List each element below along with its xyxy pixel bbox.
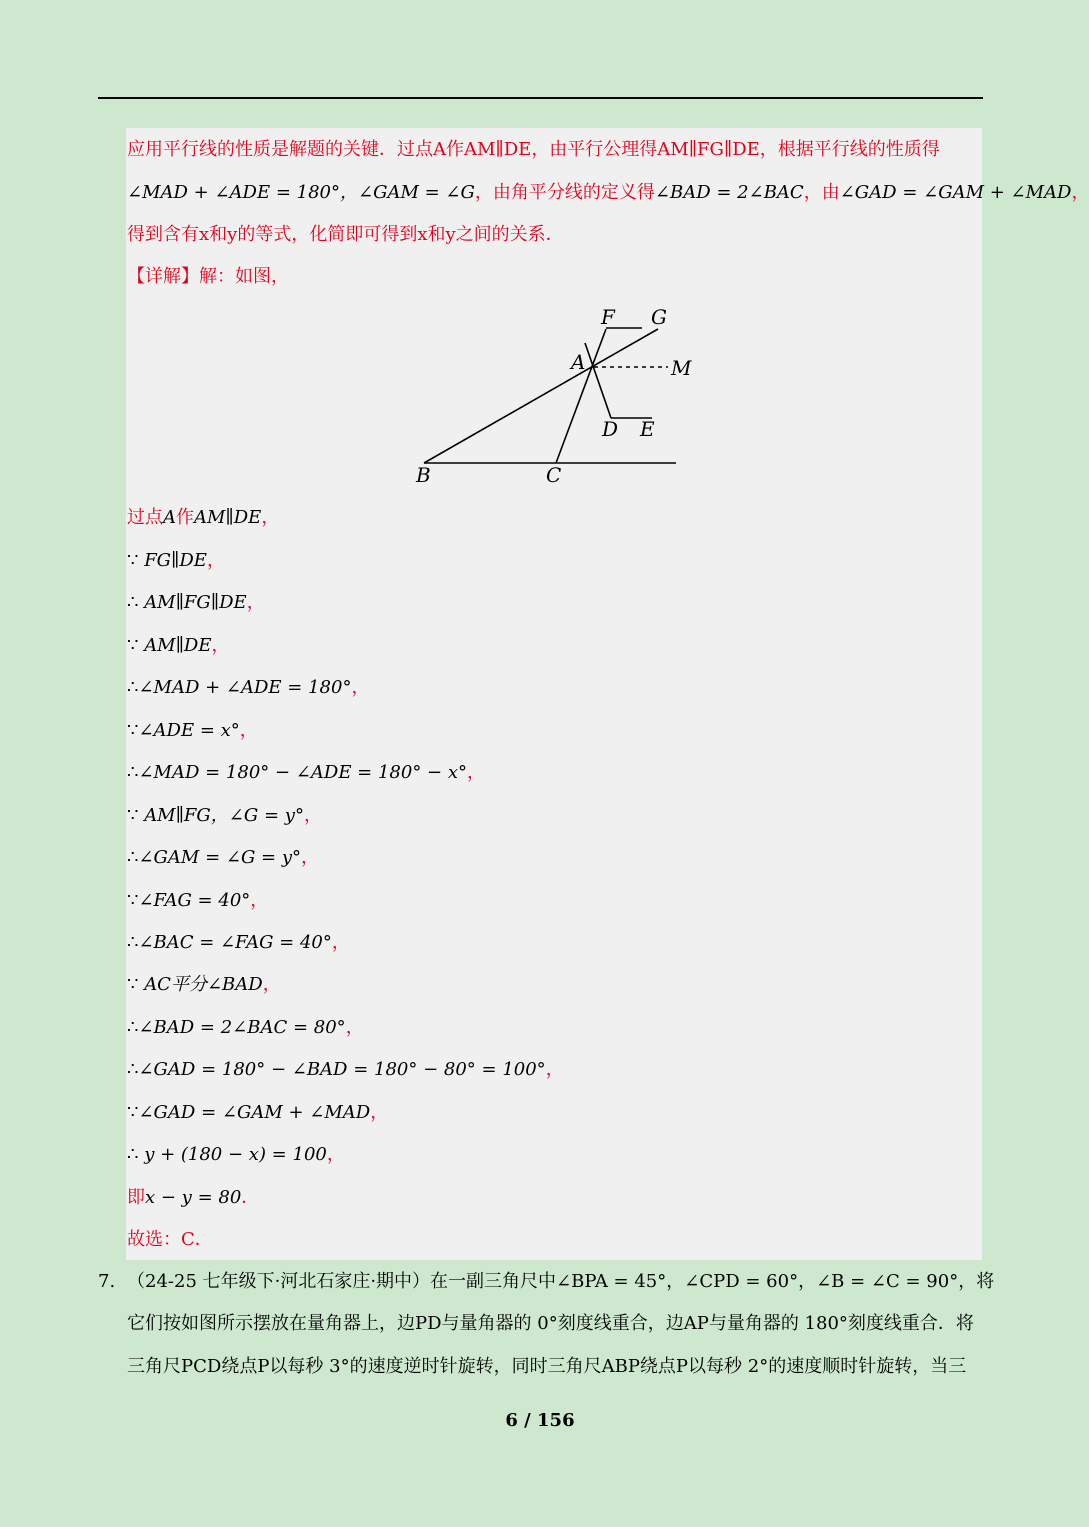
step-1-math: A xyxy=(163,507,176,528)
step-14 xyxy=(127,1058,564,1082)
step-11-suffix: ， xyxy=(331,932,350,953)
analysis-line-1: 应用平行线的性质是解题的关键．过点A作AM∥DE，由平行公理得AM∥FG∥DE，根据平行线的性质得 xyxy=(127,139,940,160)
step-6-math: ∠ADE = x° xyxy=(138,720,240,741)
step-13-suffix: ， xyxy=(345,1017,364,1038)
step-2-math: FG∥DE xyxy=(144,550,207,571)
step-2-prefix: ∵ xyxy=(127,550,145,571)
label-b: B xyxy=(416,463,431,487)
step-17 xyxy=(127,1186,259,1210)
analysis-text-1: ，由角平分线的定义得 xyxy=(474,182,655,203)
header-rule xyxy=(98,97,983,99)
step-15-suffix: ， xyxy=(370,1102,389,1123)
step-10-prefix: ∵ xyxy=(127,890,139,911)
step-14-suffix: ， xyxy=(545,1059,564,1080)
step-8-prefix: ∵ xyxy=(127,805,145,826)
step-1-mid: 作 xyxy=(176,507,194,528)
step-12 xyxy=(127,973,281,997)
step-10 xyxy=(127,889,268,913)
analysis-math-2: ∠BAD = 2∠BAC xyxy=(654,182,804,203)
detail-heading: 【详解】解：如图， xyxy=(127,266,289,287)
step-17-prefix: 即 xyxy=(127,1187,145,1208)
step-2 xyxy=(127,549,225,573)
step-1-suffix: ， xyxy=(261,507,280,528)
step-13 xyxy=(127,1016,364,1040)
problem-line-1: （24-25 七年级下·河北石家庄·期中）在一副三角尺中∠BPA = 45°，∠CPD = 60°，∠B = ∠C = 90°，将 xyxy=(127,1271,995,1292)
step-10-math: ∠FAG = 40° xyxy=(138,890,251,911)
step-5-math: ∠MAD + ∠ADE = 180° xyxy=(138,677,352,698)
label-c: C xyxy=(546,463,562,487)
step-13-prefix: ∴ xyxy=(127,1017,139,1038)
step-12-suffix: ， xyxy=(262,974,281,995)
analysis-text-3: ， xyxy=(1071,182,1089,203)
step-7-math: ∠MAD = 180° − ∠ADE = 180° − x° xyxy=(138,762,468,783)
label-e: E xyxy=(640,417,655,441)
step-16 xyxy=(127,1143,345,1167)
step-1-prefix: 过点 xyxy=(127,507,163,528)
step-1 xyxy=(127,506,279,530)
problem-number: 7. xyxy=(98,1271,116,1292)
step-16-prefix: ∴ xyxy=(127,1144,145,1165)
step-9 xyxy=(127,846,319,870)
step-3-math: AM∥FG∥DE xyxy=(144,592,247,613)
label-a: A xyxy=(571,350,586,374)
step-1-math-2: AM∥DE xyxy=(194,507,262,528)
analysis-math-3: ∠GAD = ∠GAM + ∠MAD xyxy=(839,182,1072,203)
step-17-suffix: ． xyxy=(241,1187,260,1208)
step-8-math: AM∥FG，∠G = y° xyxy=(144,805,304,826)
label-f: F xyxy=(601,305,615,329)
step-7-suffix: ， xyxy=(467,762,486,783)
step-5 xyxy=(127,676,369,700)
step-8 xyxy=(127,804,322,828)
step-3-prefix: ∴ xyxy=(127,592,145,613)
step-11-prefix: ∴ xyxy=(127,932,139,953)
problem-line-3: 三角尺PCD绕点P以每秒 3°的速度逆时针旋转，同时三角尺ABP绕点P以每秒 2°的速度顺时针旋转，当三 xyxy=(127,1356,967,1377)
step-3 xyxy=(127,591,265,615)
step-4-suffix: ， xyxy=(211,635,230,656)
analysis-line-2 xyxy=(127,181,1089,205)
step-14-math: ∠GAD = 180° − ∠BAD = 180° − 80° = 100° xyxy=(138,1059,546,1080)
problem-line-2: 它们按如图所示摆放在量角器上，边PD与量角器的 0°刻度线重合，边AP与量角器的 180°刻度线重合．将 xyxy=(127,1313,974,1334)
step-9-suffix: ， xyxy=(301,847,320,868)
step-6-prefix: ∵ xyxy=(127,720,139,741)
label-m: M xyxy=(671,356,692,380)
step-16-suffix: ， xyxy=(326,1144,345,1165)
step-5-suffix: ， xyxy=(351,677,370,698)
step-13-math: ∠BAD = 2∠BAC = 80° xyxy=(138,1017,346,1038)
step-12-math: AC平分∠BAD xyxy=(144,974,263,995)
step-15-math: ∠GAD = ∠GAM + ∠MAD xyxy=(138,1102,371,1123)
label-d: D xyxy=(602,417,619,441)
step-11 xyxy=(127,931,350,955)
step-17-math: x − y = 80 xyxy=(145,1187,242,1208)
page-number: 6 / 156 xyxy=(505,1410,575,1431)
step-4 xyxy=(127,634,230,658)
step-16-math: y + (180 − x) = 100 xyxy=(144,1144,327,1165)
step-4-math: AM∥DE xyxy=(144,635,212,656)
analysis-line-3: 得到含有x和y的等式，化简即可得到x和y之间的关系． xyxy=(127,224,564,245)
step-7-prefix: ∴ xyxy=(127,762,139,783)
answer-line: 故选：C． xyxy=(127,1229,213,1250)
step-11-math: ∠BAC = ∠FAG = 40° xyxy=(138,932,332,953)
segment-ad xyxy=(585,343,611,418)
label-g: G xyxy=(651,305,667,329)
line-ba-g xyxy=(424,329,658,463)
step-3-suffix: ， xyxy=(246,592,265,613)
step-2-suffix: ， xyxy=(206,550,225,571)
geometry-diagram xyxy=(405,300,695,492)
step-15-prefix: ∵ xyxy=(127,1102,139,1123)
analysis-text-2: ，由 xyxy=(803,182,840,203)
step-9-prefix: ∴ xyxy=(127,847,139,868)
step-14-prefix: ∴ xyxy=(127,1059,139,1080)
step-4-prefix: ∵ xyxy=(127,635,145,656)
step-7 xyxy=(127,761,485,785)
step-5-prefix: ∴ xyxy=(127,677,139,698)
step-8-suffix: ， xyxy=(303,805,322,826)
step-6-suffix: ， xyxy=(239,720,258,741)
step-10-suffix: ， xyxy=(250,890,269,911)
step-15 xyxy=(127,1101,388,1125)
step-9-math: ∠GAM = ∠G = y° xyxy=(138,847,302,868)
step-6 xyxy=(127,719,258,743)
step-12-prefix: ∵ xyxy=(127,974,145,995)
analysis-math-1: ∠MAD + ∠ADE = 180°，∠GAM = ∠G xyxy=(127,182,475,203)
